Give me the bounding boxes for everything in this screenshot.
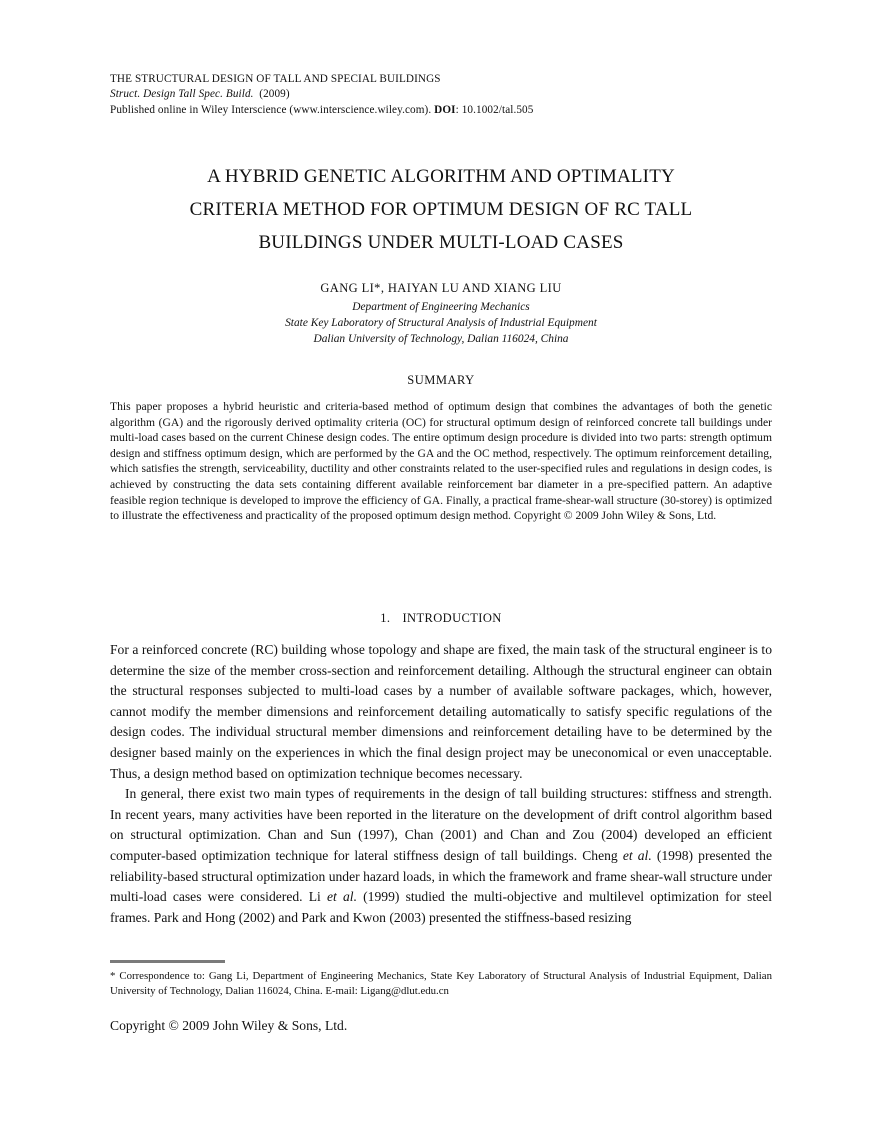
- footnote-rule: [110, 960, 225, 963]
- footnote-block: [110, 960, 772, 999]
- journal-published-line: Published online in Wiley Interscience (www.interscience.wiley.com). DOI: 10.1002/tal.505: [110, 103, 534, 116]
- correspondence-footnote: * Correspondence to: Gang Li, Department of Engineering Mechanics, State Key Laboratory of Structural Analysis of Industrial Equipment, Dalian University of Technology, Dalian 116024, China. E-mail: Ligang@dlut.edu.cn: [110, 970, 772, 997]
- affiliation-line: State Key Laboratory of Structural Analysis of Industrial Equipment: [285, 317, 597, 329]
- copyright-line: Copyright © 2009 John Wiley & Sons, Ltd.: [110, 1018, 348, 1033]
- summary-heading: SUMMARY: [407, 373, 475, 387]
- introduction-paragraph-1: For a reinforced concrete (RC) building whose topology and shape are fixed, the main task of the structural engineer is to determine the size of the member cross-section and reinforcement detailing. Although the structural engineer can obtain the structural responses subjected to multi-load cases by a number of available software packages, which, however, cannot modify the member dimensions and reinforcement detailing automatically to satisfy specific regulations of the design codes. The individual structural member dimensions and reinforcement detailing have to be determined by the designer based mainly on the experiences in which the final design project may be uneconomical or even unacceptable. Thus, a design method based on optimization technique becomes necessary.: [110, 642, 772, 781]
- journal-header: [110, 72, 772, 118]
- section-heading-introduction: [110, 611, 772, 626]
- section-title: INTRODUCTION: [402, 611, 502, 625]
- affiliations: [110, 299, 772, 347]
- introduction-paragraph-2: In general, there exist two main types of requirements in the design of tall building structures: stiffness and strength. In recent years, many activities have been reported in the literature on the development of drift control algorithm based on structural optimization. Chan and Sun (1997), Chan (2001) and Chan and Zou (2004) developed an efficient computer-based optimization technique for lateral stiffness design of tall buildings. Cheng et al. (1998) presented the reliability-based structural optimization under hazard loads, in which the framework and frame shear-wall structure under multi-load cases were considered. Li et al. (1999) studied the multi-objective and multilevel optimization for steel frames. Park and Hong (2002) and Park and Kwon (2003) presented the stiffness-based resizing: [110, 786, 772, 925]
- paper-title-line: BUILDINGS UNDER MULTI-LOAD CASES: [258, 232, 624, 253]
- paper-title-line: CRITERIA METHOD FOR OPTIMUM DESIGN OF RC TALL: [189, 199, 693, 220]
- section-number: 1.: [380, 611, 391, 625]
- affiliation-line: Department of Engineering Mechanics: [352, 301, 530, 313]
- introduction-body: [110, 640, 772, 928]
- journal-citation: Struct. Design Tall Spec. Build. (2009): [110, 88, 290, 101]
- journal-title: THE STRUCTURAL DESIGN OF TALL AND SPECIAL BUILDINGS: [110, 73, 441, 85]
- paper-title: [110, 160, 772, 259]
- authors-line: GANG LI*, HAIYAN LU AND XIANG LIU: [320, 281, 562, 295]
- paper-title-line: A HYBRID GENETIC ALGORITHM AND OPTIMALITY: [207, 166, 675, 187]
- affiliation-line: Dalian University of Technology, Dalian 116024, China: [313, 333, 569, 345]
- abstract-text: This paper proposes a hybrid heuristic and criteria-based method of optimum design that combines the advantages of both the genetic algorithm (GA) and the rigorously derived optimality criteria (OC) for structural optimum design of reinforced concrete tall buildings under multi-load cases based on the current Chinese design codes. The entire optimum design procedure is divided into two parts: strength optimum design and stiffness optimum design, which are performed by the GA and the OC method, respectively. The optimum reinforcement detailing, which satisfies the strength, serviceability, ductility and other constraints related to the user-specified rules and regulations in design codes, is achieved by constructing the data sets containing different available reinforcement bar diameter in a pre-specified pattern. An adaptive feasible region technique is developed to improve the efficiency of GA. Finally, a practical frame-shear-wall structure (30-storey) is optimized to illustrate the effectiveness and practicality of the proposed optimum design method. Copyright © 2009 John Wiley & Sons, Ltd.: [110, 400, 772, 523]
